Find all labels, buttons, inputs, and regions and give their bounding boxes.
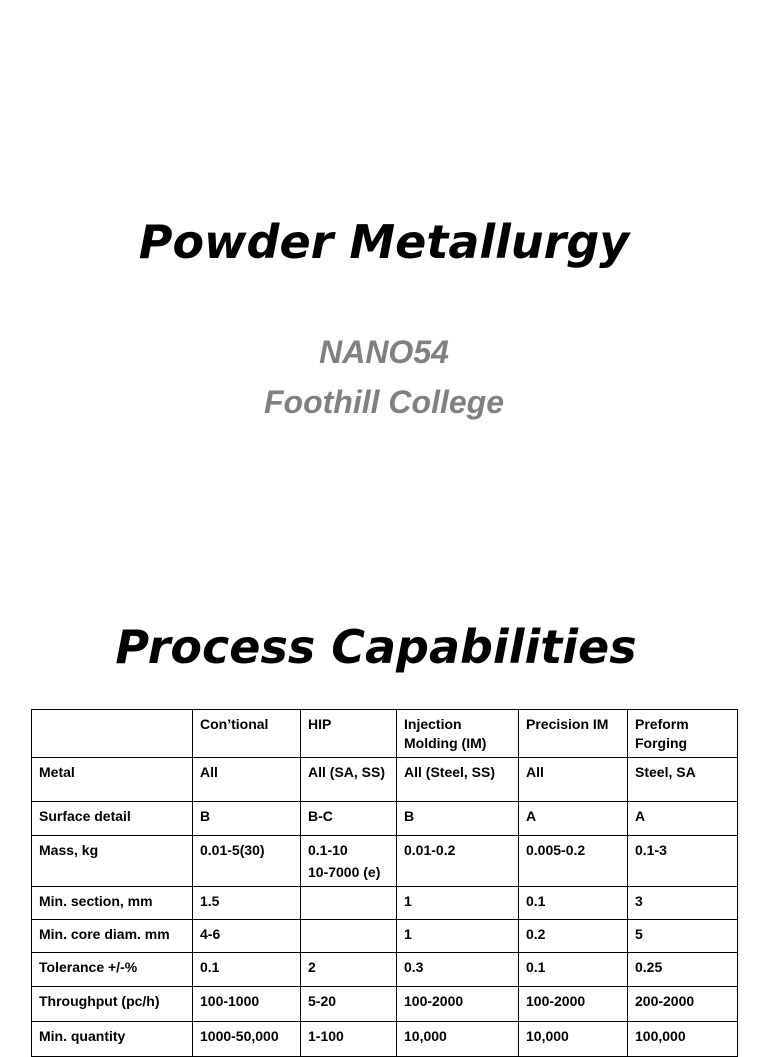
table-cell: 0.2 — [519, 920, 628, 953]
process-capabilities-table — [31, 709, 738, 1057]
table-cell: 2 — [301, 953, 397, 987]
header-cell: Preform Forging — [628, 710, 738, 758]
table-cell: 1 — [397, 920, 519, 953]
table-cell: All (SA, SS) — [301, 758, 397, 802]
table-cell: B — [397, 802, 519, 836]
subtitle-course: NANO54 — [319, 334, 449, 370]
table-cell — [301, 887, 397, 920]
table-row — [32, 802, 738, 836]
table-cell: Steel, SA — [628, 758, 738, 802]
table-cell: 0.1 — [519, 953, 628, 987]
row-label: Min. core diam. mm — [32, 920, 193, 953]
table-cell: 100,000 — [628, 1022, 738, 1057]
slide-title: Powder Metallurgy — [138, 215, 630, 269]
subtitle-college: Foothill College — [264, 384, 504, 420]
table-cell: 1.5 — [193, 887, 301, 920]
table-cell: 100-2000 — [519, 987, 628, 1022]
table-cell: 0.3 — [397, 953, 519, 987]
table-cell: All (Steel, SS) — [397, 758, 519, 802]
row-label: Tolerance +/-% — [32, 953, 193, 987]
header-cell: HIP — [301, 710, 397, 758]
table-row — [32, 1022, 738, 1057]
header-cell — [32, 710, 193, 758]
table-cell: 1 — [397, 887, 519, 920]
table-row — [32, 836, 738, 887]
table-row — [32, 758, 738, 802]
table-cell — [301, 836, 397, 887]
table-cell: All — [193, 758, 301, 802]
table-cell: 0.01-5(30) — [193, 836, 301, 887]
table-cell: 10,000 — [397, 1022, 519, 1057]
cell-line: 10-7000 (e) — [308, 864, 381, 880]
table-cell: 100-2000 — [397, 987, 519, 1022]
table-cell: 4-6 — [193, 920, 301, 953]
table-cell: 0.1 — [193, 953, 301, 987]
header-cell: Precision IM — [519, 710, 628, 758]
row-label: Min. quantity — [32, 1022, 193, 1057]
row-label: Throughput (pc/h) — [32, 987, 193, 1022]
row-label: Metal — [32, 758, 193, 802]
table-cell: 200-2000 — [628, 987, 738, 1022]
row-label: Mass, kg — [32, 836, 193, 887]
table-cell: 5-20 — [301, 987, 397, 1022]
row-label: Min. section, mm — [32, 887, 193, 920]
table-cell: 1-100 — [301, 1022, 397, 1057]
table-cell: 10,000 — [519, 1022, 628, 1057]
table-cell: A — [519, 802, 628, 836]
table-cell: 0.005-0.2 — [519, 836, 628, 887]
table-cell: 0.25 — [628, 953, 738, 987]
header-cell: Con’tional — [193, 710, 301, 758]
table-row — [32, 920, 738, 953]
table-cell: 1000-50,000 — [193, 1022, 301, 1057]
table-row — [32, 887, 738, 920]
table-cell: B-C — [301, 802, 397, 836]
table-row — [32, 953, 738, 987]
table-cell: 3 — [628, 887, 738, 920]
table-row — [32, 987, 738, 1022]
cell-line: 0.1-10 — [308, 842, 348, 858]
row-label: Surface detail — [32, 802, 193, 836]
table-cell: 0.1 — [519, 887, 628, 920]
table-cell: All — [519, 758, 628, 802]
table-header-row — [32, 710, 738, 758]
table-cell: A — [628, 802, 738, 836]
table-cell: 5 — [628, 920, 738, 953]
header-cell: Injection Molding (IM) — [397, 710, 519, 758]
table-cell: B — [193, 802, 301, 836]
table-cell: 0.01-0.2 — [397, 836, 519, 887]
process-capabilities-title: Process Capabilities — [115, 620, 637, 674]
table-cell — [301, 920, 397, 953]
table-cell: 0.1-3 — [628, 836, 738, 887]
table-cell: 100-1000 — [193, 987, 301, 1022]
